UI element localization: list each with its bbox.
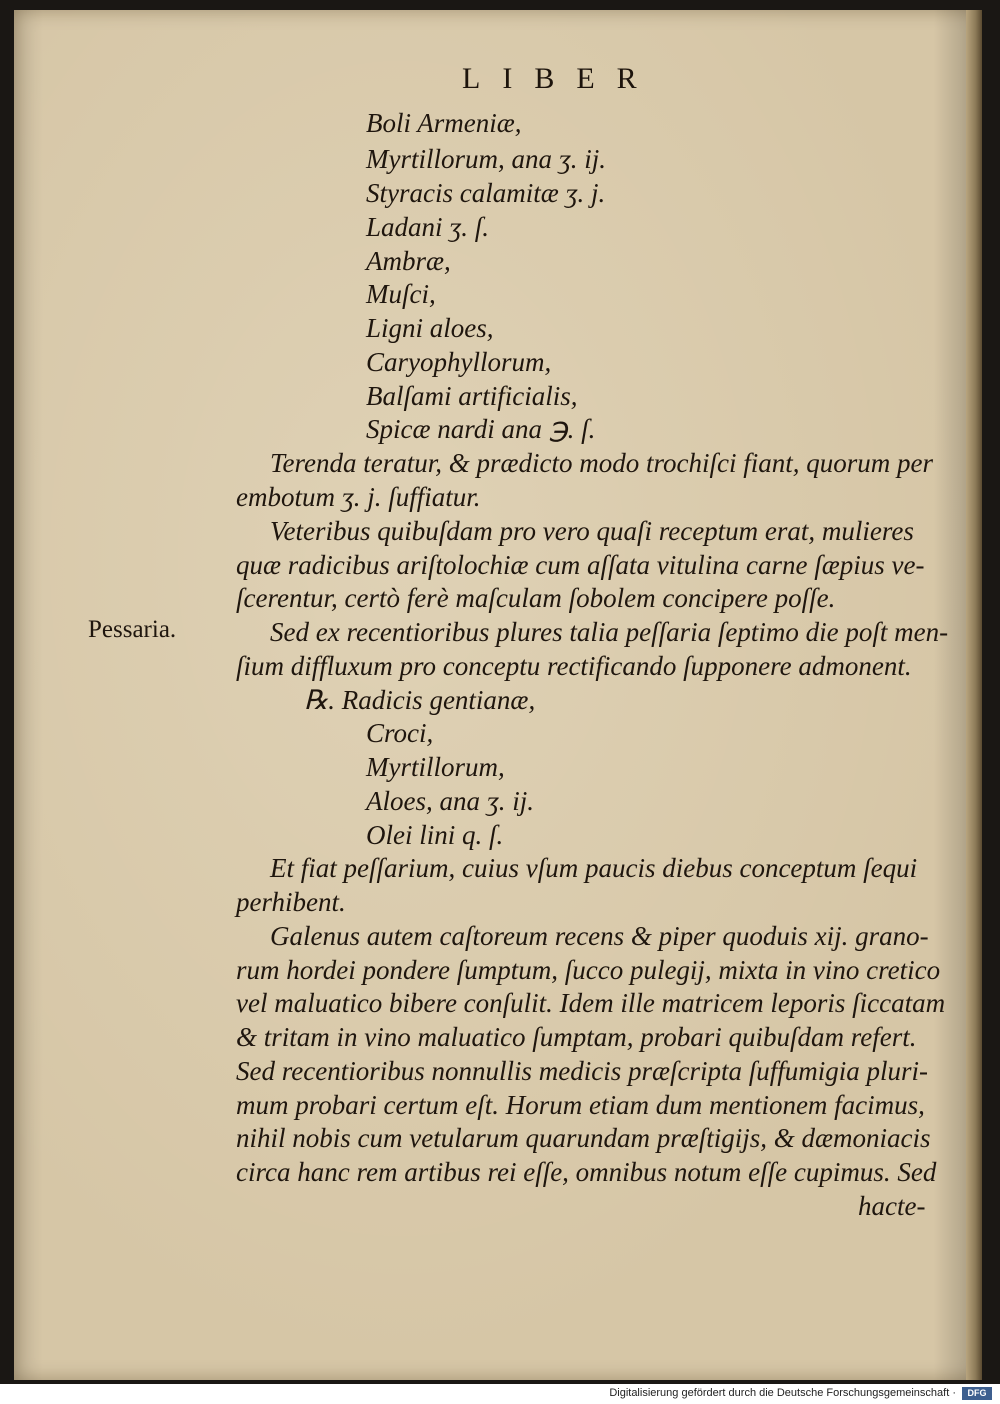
text-line: mum probari certum eſt. Horum etiam dum mentionem facimus, [236,1090,925,1120]
running-head: LIBER [462,62,659,95]
text-line: Galenus autem caſtoreum recens & piper quoduis xij. grano- [270,921,929,951]
text-line: Ambræ, [366,246,451,276]
text-line: Spicæ nardi ana ℈. ſ. [366,414,596,444]
text-line: Balſami artificialis, [366,381,578,411]
text-line: ℞. Radicis gentianæ, [304,685,536,715]
text-line: Veteribus quibuſdam pro vero quaſi receptum erat, mulieres [270,516,914,546]
text-line: Croci, [366,718,434,748]
text-line: Olei lini q. ſ. [366,820,504,850]
text-line: Myrtillorum, [366,752,505,782]
text-line: Ligni aloes, [366,313,494,343]
side-note: Pessaria. [88,616,177,643]
text-line: & tritam in vino maluatico ſumptam, probari quibuſdam refert. [236,1022,917,1052]
text-line: Terenda teratur, & prædicto modo trochiſci fiant, quorum per [270,448,934,478]
footer-bar [0,1384,1000,1404]
text-line: Caryophyllorum, [366,347,552,377]
text-line: ſium diffluxum pro conceptu rectificando ſupponere admonent. [236,651,912,681]
text-line: Muſci, [366,279,436,309]
text-line: Et fiat peſſarium, cuius vſum paucis diebus conceptum ſequi [270,853,918,883]
text-line: nihil nobis cum vetularum quarundam præſtigijs, & dæmoniacis [236,1123,931,1153]
text-line: Sed recentioribus nonnullis medicis præſcripta ſuffumigia pluri- [236,1056,928,1086]
text-line: circa hanc rem artibus rei eſſe, omnibus notum eſſe cupimus. Sed [236,1157,937,1187]
text-line: perhibent. [236,887,346,917]
text-line: vel maluatico bibere conſulit. Idem ille matricem leporis ſiccatam [236,988,946,1018]
text-line: Myrtillorum, ana ʒ. ij. [366,144,606,174]
text-line: Boli Armeniæ, [366,108,522,138]
text-line: Ladani ʒ. ſ. [366,212,490,242]
page-edge [966,10,982,1380]
text-line: Sed ex recentioribus plures talia peſſaria ſeptimo die poſt men- [270,617,949,647]
footer-text: Digitalisierung gefördert durch die Deutsche Forschungsgemeinschaft · [609,1387,956,1399]
text-line: rum hordei pondere ſumptum, ſucco pulegij, mixta in vino cretico [236,955,941,985]
text-line: Aloes, ana ʒ. ij. [366,786,534,816]
text-line: Styracis calamitæ ʒ. j. [366,178,606,208]
dfg-logo: DFG [962,1387,992,1400]
text-line: ſcerentur, certò ferè maſculam ſobolem concipere poſſe. [236,583,836,613]
catchword: hacte- [858,1191,926,1221]
text-line: quæ radicibus ariſtolochiæ cum aſſata vitulina carne ſæpius ve- [236,550,925,580]
text-line: embotum ʒ. j. ſuffiatur. [236,482,481,512]
